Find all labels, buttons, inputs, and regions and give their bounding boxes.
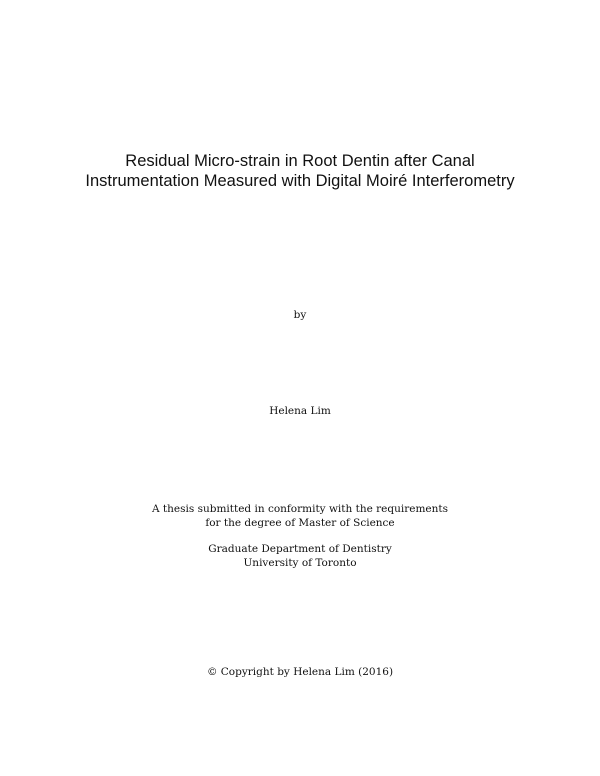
department-name: Graduate Department of Dentistry [208, 543, 392, 555]
university-name: University of Toronto [243, 557, 357, 569]
submission-statement-line-1: A thesis submitted in conformity with the requirements [152, 503, 448, 515]
thesis-title-line-1: Residual Micro-strain in Root Dentin after Canal [125, 152, 475, 170]
submission-statement [0, 502, 600, 530]
thesis-title-line-2: Instrumentation Measured with Digital Moiré Interferometry [85, 172, 515, 190]
by-label: by [293, 309, 307, 321]
author-name: Helena Lim [269, 405, 331, 417]
thesis-title [0, 151, 600, 191]
department-block [0, 542, 600, 570]
submission-statement-line-2: for the degree of Master of Science [205, 517, 395, 529]
copyright-notice: © Copyright by Helena Lim (2016) [206, 666, 394, 678]
